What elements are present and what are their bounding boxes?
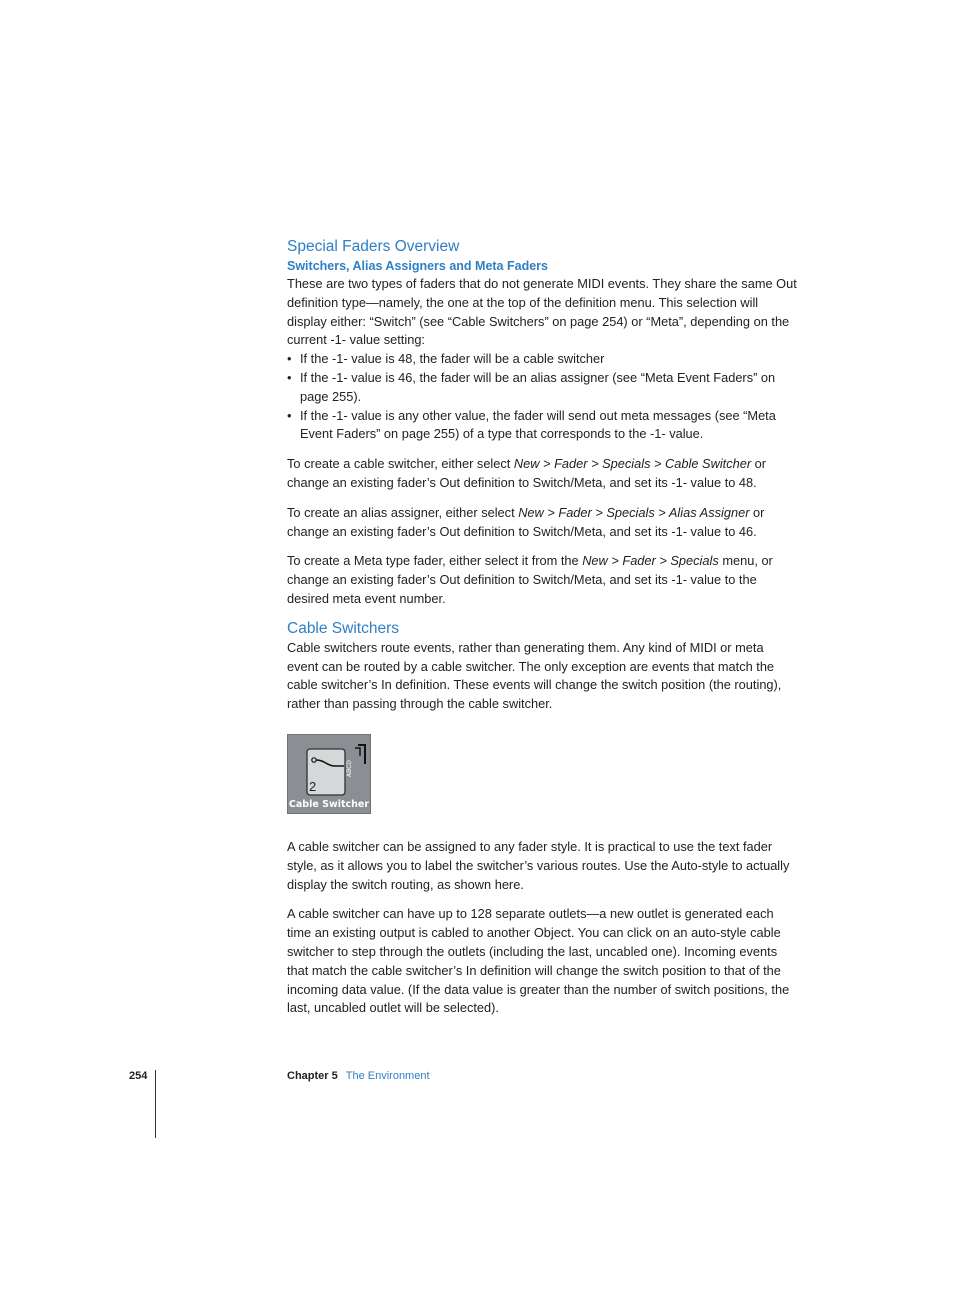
page-content	[287, 236, 797, 1018]
paragraph-meta-fader: To create a Meta type fader, either select it from the New > Fader > Specials menu, or change an existing fader’s Out definition to Switch/Meta, and set its -1- value to the desired meta event number.	[287, 553, 773, 606]
menu-path: New > Fader > Specials > Cable Switcher	[513, 456, 752, 472]
cable-switchers-paragraph: Cable switchers route events, rather than generating them. Any kind of MIDI or meta event can be routed by a cable switcher. The only exception are events that match the cable switcher’s In definition. These events will change the switch position (the routing), rather than passing through the cable switcher.	[287, 639, 782, 712]
cable-switcher-figure	[287, 734, 371, 814]
list-item: • If the -1- value is 46, the fader will be an alias assigner (see “Meta Event Faders” on page 255).	[287, 369, 776, 404]
intro-paragraph: These are two types of faders that do not generate MIDI events. They share the same Out definition type—namely, the one at the top of the definition menu. This selection will display either: “Switch” (see “Cable Switchers” on page 254) or “Meta”, depending on the current -1- value setting:	[287, 276, 797, 348]
section-title-cable-switchers: Cable Switchers	[287, 619, 399, 637]
bullet: •	[287, 369, 292, 385]
list-item: • If the -1- value is 48, the fader will be a cable switcher	[287, 350, 797, 369]
paragraph-alias-assigner: To create an alias assigner, either select New > Fader > Specials > Alias Assigner or change an existing fader’s Out definition to Switch/Meta, and set its -1- value to 46.	[287, 504, 765, 539]
footer-divider	[155, 1070, 156, 1138]
cable-switcher-icon	[287, 734, 371, 814]
list-item: • If the -1- value is any other value, the fader will send out meta messages (see “Meta Event Faders” on page 255) of a type that corresponds to the -1- value.	[287, 407, 776, 442]
bullet: •	[287, 351, 292, 367]
section-title-special-faders: Special Faders Overview	[287, 238, 460, 255]
fader-style-paragraph: A cable switcher can be assigned to any fader style. It is practical to use the text fader style, as it allows you to label the switcher’s various routes. Use the Auto-style to actually display the switch routing, as shown here.	[287, 838, 790, 892]
chapter-number: Chapter 5	[287, 1070, 338, 1082]
chapter-title: The Environment	[345, 1070, 430, 1082]
figure-number: 2	[309, 778, 317, 794]
bullet: •	[287, 407, 292, 423]
value-list	[287, 350, 797, 444]
page-number: 254	[129, 1070, 148, 1082]
figure-side-text: ABCD	[346, 760, 353, 777]
footer-chapter	[287, 1070, 430, 1082]
paragraph-cable-switcher: To create a cable switcher, either select New > Fader > Specials > Cable Switcher or change an existing fader’s Out definition to Switch/Meta, and set its -1- value to 48.	[287, 456, 767, 490]
outlets-paragraph: A cable switcher can have up to 128 separate outlets—a new outlet is generated each time an existing output is cabled to another Object. You can click on an auto-style cable switcher to step through the outlets (including the last, uncabled one). Incoming events that match the cable switcher’s In definition will change the switch position to that of the incoming data value. (If the data value is greater than the number of switch positions, the last, uncabled outlet will be selected).	[287, 906, 790, 1016]
figure-label: Cable Switcher	[288, 798, 370, 810]
menu-path: New > Fader > Specials	[582, 553, 719, 569]
menu-path: New > Fader > Specials > Alias Assigner	[518, 504, 750, 520]
subsection-title: Switchers, Alias Assigners and Meta Faders	[287, 259, 548, 273]
